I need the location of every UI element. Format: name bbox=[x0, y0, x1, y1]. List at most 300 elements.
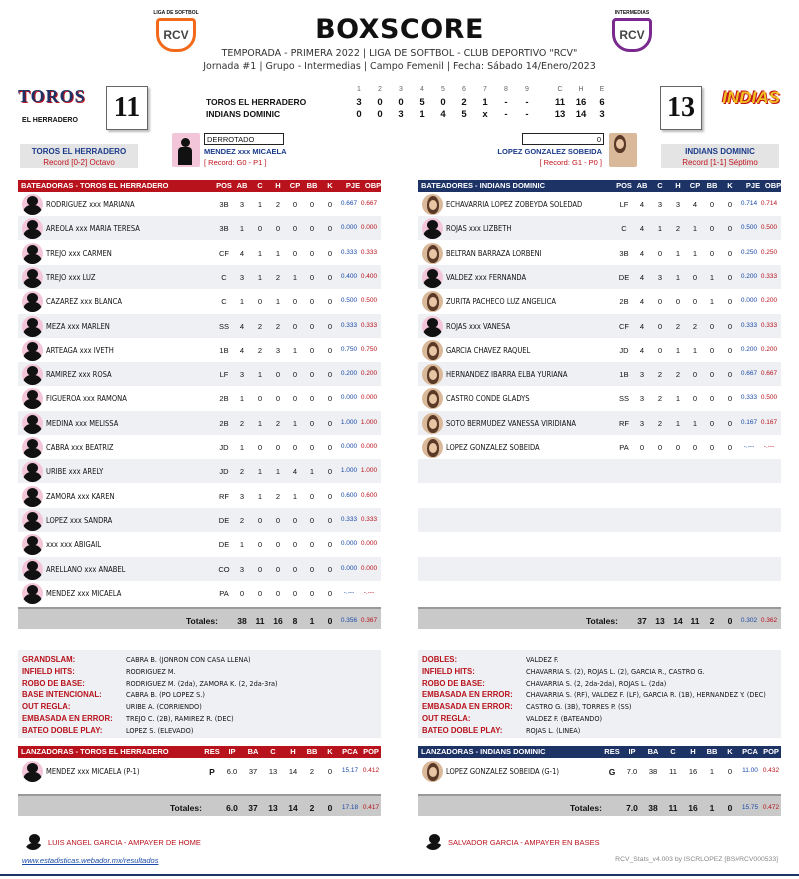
stat-pje: 0.200 bbox=[740, 272, 758, 280]
player-photo bbox=[422, 194, 443, 215]
stat-pje: 0.500 bbox=[340, 297, 358, 305]
stat-pos: DE bbox=[618, 272, 630, 282]
league-logo-caption: LIGA DE SOFTBOL bbox=[153, 10, 199, 16]
batter-row bbox=[18, 386, 381, 410]
away-pitcher-photo bbox=[609, 133, 637, 167]
results-link[interactable]: www.estadisticas.webador.mx/resultados bbox=[22, 856, 159, 865]
column-header: PJE bbox=[345, 181, 361, 190]
note-label: OUT REGLA: bbox=[422, 714, 471, 723]
stat-k: 0 bbox=[327, 564, 333, 574]
inning-runs: x bbox=[482, 109, 488, 120]
table-title: LANZADORAS - TOROS EL HERRADERO bbox=[21, 747, 169, 756]
stat-c: 0 bbox=[657, 297, 663, 307]
stat-k: 0 bbox=[327, 297, 333, 307]
inning-runs: 0 bbox=[356, 109, 362, 120]
stat-ba: 37 bbox=[248, 767, 258, 776]
stat-k: 0 bbox=[727, 297, 733, 307]
stat-cp: 0 bbox=[692, 394, 698, 404]
total-k: 0 bbox=[327, 616, 333, 627]
stat-c: 3 bbox=[657, 200, 663, 209]
batter-row bbox=[18, 435, 381, 459]
stat-cp: 1 bbox=[692, 224, 698, 234]
pitching-totals-row bbox=[18, 794, 381, 816]
stat-pos: 3B bbox=[219, 224, 229, 234]
stat-k: 0 bbox=[727, 370, 733, 380]
stat-pos: JD bbox=[619, 345, 629, 355]
stat-cp: 0 bbox=[292, 248, 298, 258]
player-photo bbox=[422, 340, 443, 361]
stat-h: 2 bbox=[675, 224, 681, 234]
stat-pje: 0.200 bbox=[740, 345, 758, 353]
stat-ab: 1 bbox=[239, 297, 245, 307]
batter-row bbox=[418, 581, 781, 605]
column-header: PCA bbox=[742, 747, 758, 756]
player-photo bbox=[22, 243, 43, 264]
stat-bb: 2 bbox=[309, 767, 315, 776]
player-photo bbox=[422, 413, 443, 434]
stat-obp: 0.000 bbox=[360, 564, 378, 572]
stat-c: 11 bbox=[669, 767, 677, 776]
total-h: 16 bbox=[273, 616, 283, 627]
stat-ab: 1 bbox=[239, 443, 245, 452]
stat-pop: 0.432 bbox=[762, 767, 780, 774]
stat-pos: CF bbox=[219, 248, 229, 258]
stat-c: 0 bbox=[257, 224, 263, 234]
player-name: MENDEZ xxx MICAELA bbox=[46, 588, 122, 598]
player-name: AREOLA xxx MARIA TERESA bbox=[46, 224, 140, 234]
column-header: RES bbox=[604, 747, 620, 756]
column-header: PJE bbox=[745, 181, 761, 190]
stat-c: 0 bbox=[257, 588, 263, 598]
stat-bb: 0 bbox=[709, 200, 715, 209]
note-value: CASTRO G. (3B), TORRES P. (SS) bbox=[526, 702, 632, 712]
stat-pos: CO bbox=[218, 564, 230, 574]
linescore-team-name: TOROS EL HERRADERO bbox=[206, 97, 307, 107]
stat-obp: 0.000 bbox=[360, 394, 378, 402]
total-ba: 38 bbox=[648, 803, 658, 813]
note-value: CABRA B. (PO LOPEZ S.) bbox=[126, 690, 205, 700]
player-name: LOPEZ xxx SANDRA bbox=[46, 515, 113, 525]
total-ab: 37 bbox=[637, 616, 647, 627]
stat-obp: 0.600 bbox=[360, 491, 378, 499]
batter-row bbox=[418, 265, 781, 289]
stat-h: 0 bbox=[275, 515, 281, 525]
pitching-table-header bbox=[18, 746, 381, 758]
stat-pje: 0.000 bbox=[340, 540, 358, 548]
note-value: CHAVARRIA S. (RF), VALDEZ F. (LF), GARCIA R. (1B), HERNANDEZ Y. (DEC) bbox=[526, 690, 766, 700]
stat-obp: 0.000 bbox=[360, 224, 378, 232]
stat-k: 0 bbox=[727, 248, 733, 258]
stat-h: 2 bbox=[675, 321, 681, 331]
note-value: LOPEZ S. (ELEVADO) bbox=[126, 725, 194, 735]
player-photo bbox=[22, 510, 43, 531]
stat-pop: 0.412 bbox=[362, 767, 380, 774]
stat-bb: 1 bbox=[309, 467, 315, 477]
player-name: ROJAS xxx LIZBETH bbox=[446, 224, 512, 234]
stat-ab: 1 bbox=[239, 394, 245, 404]
stat-cp: 1 bbox=[692, 345, 698, 355]
division-logo bbox=[606, 10, 658, 58]
player-name: ECHAVARRIA LOPEZ ZOBEYDA SOLEDAD bbox=[446, 200, 583, 209]
player-photo bbox=[422, 243, 443, 264]
player-name: CASTRO CONDE GLADYS bbox=[446, 394, 530, 404]
batter-row bbox=[418, 386, 781, 410]
inning-runs: 0 bbox=[440, 97, 446, 108]
player-name: RAMIREZ xxx ROSA bbox=[46, 370, 112, 380]
column-header: POS bbox=[616, 181, 632, 190]
stat-obp: 0.333 bbox=[360, 248, 378, 256]
stat-c: 0 bbox=[257, 540, 263, 550]
stat-cp: 4 bbox=[692, 200, 698, 209]
stat-pos: 2B bbox=[219, 418, 229, 428]
division-logo-caption: INTERMEDIAS bbox=[614, 10, 650, 16]
column-header: H bbox=[275, 181, 281, 190]
totals-label: Totales: bbox=[586, 616, 618, 627]
stat-ip: 6.0 bbox=[226, 767, 238, 776]
column-header: C bbox=[657, 181, 663, 190]
stat-k: 0 bbox=[727, 394, 733, 404]
stat-bb: 1 bbox=[709, 272, 715, 282]
column-header: RES bbox=[204, 747, 220, 756]
stat-obp: 0.333 bbox=[360, 321, 378, 329]
stat-bb: 0 bbox=[309, 224, 315, 234]
stat-pje: 0.250 bbox=[740, 248, 758, 256]
note-value: RODRIGUEZ M. bbox=[126, 666, 176, 676]
table-title: BATEADORES - INDIANS DOMINIC bbox=[421, 181, 546, 190]
stat-h: 1 bbox=[675, 394, 681, 404]
player-name: ROJAS xxx VANESA bbox=[446, 321, 511, 331]
stat-pje: 0.714 bbox=[740, 200, 758, 207]
player-photo bbox=[22, 388, 43, 409]
batter-row bbox=[418, 338, 781, 362]
stat-ab: 4 bbox=[639, 272, 645, 282]
total-cp: 11 bbox=[690, 616, 700, 627]
version-text: RCV_Stats_v4.003 by ISCRLOPEZ [BS#RCV000533] bbox=[615, 856, 778, 863]
table-title: BATEADORAS - TOROS EL HERRADERO bbox=[21, 181, 169, 190]
inning-header: 8 bbox=[504, 86, 508, 93]
batting-table-header bbox=[418, 180, 781, 192]
player-photo bbox=[22, 761, 43, 782]
stat-ab: 4 bbox=[239, 248, 245, 258]
column-header: IP bbox=[628, 747, 636, 756]
total-ip: 7.0 bbox=[626, 803, 638, 813]
inning-header: 4 bbox=[420, 86, 424, 93]
linescore-total-c: 13 bbox=[554, 109, 566, 120]
stat-bb: 0 bbox=[309, 370, 315, 380]
note-label: EMBASADA EN ERROR: bbox=[22, 714, 113, 723]
batter-row bbox=[418, 557, 781, 581]
stat-h: 0 bbox=[275, 394, 281, 404]
column-header: K bbox=[727, 181, 733, 190]
player-name: ZAMORA xxx KAREN bbox=[46, 491, 115, 501]
stat-bb: 0 bbox=[709, 370, 715, 380]
table-title: LANZADORAS - INDIANS DOMINIC bbox=[421, 747, 546, 756]
column-header: BA bbox=[247, 747, 259, 756]
stat-cp: 1 bbox=[692, 248, 698, 258]
stat-k: 0 bbox=[327, 394, 333, 404]
batting-table-header bbox=[18, 180, 381, 192]
batter-row bbox=[418, 484, 781, 508]
column-header: CP bbox=[289, 181, 301, 190]
inning-runs: 1 bbox=[419, 109, 425, 120]
player-photo bbox=[22, 364, 43, 385]
stat-h: 1 bbox=[675, 418, 681, 428]
column-header: BA bbox=[647, 747, 659, 756]
away-pitcher-name: LOPEZ GONZALEZ SOBEIDA bbox=[497, 147, 602, 156]
stat-h: 0 bbox=[275, 370, 281, 380]
stat-obp: 0.250 bbox=[760, 248, 778, 256]
away-pitcher-record: [ Record: G1 - P0 ] bbox=[539, 158, 602, 167]
note-label: GRANDSLAM: bbox=[22, 655, 76, 664]
linescore-total-e: 6 bbox=[599, 97, 605, 108]
player-photo bbox=[422, 437, 443, 458]
stat-ab: 4 bbox=[639, 321, 645, 331]
stat-obp: -.--- bbox=[363, 588, 375, 596]
column-header: AB bbox=[236, 181, 248, 190]
total-h: 14 bbox=[288, 803, 298, 813]
stat-pos: RF bbox=[619, 418, 629, 428]
stat-h: 1 bbox=[275, 467, 281, 477]
total-ip: 6.0 bbox=[226, 803, 238, 813]
stat-h: 0 bbox=[275, 443, 281, 452]
column-header: BB bbox=[306, 181, 318, 190]
inning-header: 3 bbox=[399, 86, 403, 93]
totals-label: Totales: bbox=[186, 616, 218, 627]
total-obp: 0.367 bbox=[360, 617, 378, 625]
stat-c: 1 bbox=[257, 248, 263, 258]
away-score: 13 bbox=[660, 86, 702, 130]
inning-header: 2 bbox=[378, 86, 382, 93]
stat-pos: 1B bbox=[619, 370, 629, 380]
stat-pos: JD bbox=[219, 443, 229, 452]
note-value: CHAVARRIA S. (2, 2da-2da), ROJAS L. (2da) bbox=[526, 678, 667, 688]
stat-pos: PA bbox=[619, 443, 629, 452]
stat-k: 0 bbox=[327, 200, 333, 209]
inning-runs: 5 bbox=[461, 109, 467, 120]
inning-runs: 3 bbox=[356, 97, 362, 108]
stat-obp: 0.333 bbox=[360, 515, 378, 523]
stat-ab: 1 bbox=[239, 224, 245, 234]
subtitle-game-info: Jornada #1 | Grupo - Intermedias | Campo Femenil | Fecha: Sábado 14/Enero/2023 bbox=[203, 61, 596, 72]
away-notes bbox=[418, 650, 781, 738]
stat-ab: 4 bbox=[639, 200, 645, 209]
stat-ab: 2 bbox=[239, 418, 245, 428]
player-name: TREJO xxx LUZ bbox=[46, 272, 96, 282]
home-pitcher-name: MENDEZ xxx MICAELA bbox=[204, 147, 287, 156]
note-label: EMBASADA EN ERROR: bbox=[422, 690, 513, 700]
pitcher-name: MENDEZ xxx MICAELA (P-1) bbox=[46, 767, 140, 776]
batter-row bbox=[418, 241, 781, 265]
stat-pos: 1B bbox=[219, 345, 229, 355]
stat-h: 1 bbox=[275, 248, 281, 258]
stat-h: 2 bbox=[275, 321, 281, 331]
home-team-card bbox=[20, 144, 138, 168]
pitching-table-header bbox=[418, 746, 781, 758]
stat-k: 0 bbox=[727, 321, 733, 331]
totals-header: H bbox=[578, 86, 584, 93]
linescore-total-e: 3 bbox=[599, 109, 605, 120]
total-c: 13 bbox=[655, 616, 665, 627]
stat-c: 1 bbox=[257, 370, 263, 380]
stat-ab: 4 bbox=[639, 345, 645, 355]
total-bb: 2 bbox=[709, 616, 715, 627]
player-photo bbox=[22, 218, 43, 239]
stat-cp: 4 bbox=[292, 467, 298, 477]
stat-pje: 0.600 bbox=[340, 491, 358, 499]
stat-cp: 1 bbox=[292, 491, 298, 501]
stat-obp: 0.333 bbox=[760, 272, 778, 280]
stat-ab: 4 bbox=[639, 297, 645, 307]
stat-obp: 1.000 bbox=[360, 467, 378, 475]
player-photo bbox=[22, 583, 43, 604]
total-h: 14 bbox=[673, 616, 683, 627]
stat-h: 2 bbox=[275, 200, 281, 209]
stat-k: 0 bbox=[327, 540, 333, 550]
stat-h: 2 bbox=[275, 272, 281, 282]
stat-h: 2 bbox=[275, 491, 281, 501]
total-obp: 0.362 bbox=[760, 617, 778, 625]
totals-label: Totales: bbox=[170, 803, 202, 813]
stat-c: 1 bbox=[257, 200, 263, 209]
note-label: DOBLES: bbox=[422, 655, 458, 664]
stat-bb: 0 bbox=[309, 394, 315, 404]
stat-obp: 0.000 bbox=[360, 443, 378, 450]
player-photo bbox=[22, 413, 43, 434]
home-pitcher-record: [ Record: G0 - P1 ] bbox=[204, 158, 267, 167]
inning-header: 1 bbox=[357, 86, 361, 93]
stat-k: 0 bbox=[327, 345, 333, 355]
umpire-home-icon bbox=[24, 832, 42, 850]
player-photo bbox=[22, 534, 43, 555]
stat-pje: 0.500 bbox=[740, 224, 758, 232]
batter-row bbox=[18, 338, 381, 362]
stat-pos: DE bbox=[218, 515, 230, 525]
stat-obp: 0.667 bbox=[760, 370, 778, 378]
stat-bb: 0 bbox=[709, 443, 715, 452]
stat-cp: 1 bbox=[292, 418, 298, 428]
batter-row bbox=[418, 289, 781, 313]
stat-obp: 0.500 bbox=[760, 224, 778, 232]
stat-ab: 4 bbox=[639, 248, 645, 258]
stat-h: 0 bbox=[275, 224, 281, 234]
player-name: MEDINA xxx MELISSA bbox=[46, 418, 119, 428]
stat-c: 0 bbox=[257, 515, 263, 525]
batter-row bbox=[418, 362, 781, 386]
player-name: ARTEAGA xxx IVETH bbox=[46, 345, 114, 355]
stat-pos: C bbox=[221, 297, 227, 307]
total-c: 11 bbox=[255, 616, 265, 627]
batter-row bbox=[18, 581, 381, 605]
batter-row bbox=[18, 216, 381, 240]
stat-obp: 0.500 bbox=[360, 297, 378, 305]
stat-c: 1 bbox=[657, 224, 663, 234]
total-c: 11 bbox=[668, 803, 678, 813]
umpire-home: LUIS ANGEL GARCIA - AMPAYER DE HOME bbox=[48, 838, 201, 847]
stat-c: 0 bbox=[657, 321, 663, 331]
stat-pje: 0.000 bbox=[740, 297, 758, 305]
batter-row bbox=[18, 362, 381, 386]
total-bb: 1 bbox=[309, 616, 315, 627]
stat-c: 0 bbox=[257, 443, 263, 452]
stat-h: 0 bbox=[275, 588, 281, 598]
stat-k: 0 bbox=[727, 272, 733, 282]
stat-c: 1 bbox=[257, 467, 263, 477]
stat-obp: 0.000 bbox=[360, 540, 378, 548]
batter-row bbox=[418, 508, 781, 532]
inning-header: 6 bbox=[462, 86, 466, 93]
home-score: 11 bbox=[106, 86, 148, 130]
batter-row bbox=[418, 411, 781, 435]
stat-pje: 0.200 bbox=[340, 370, 358, 378]
stat-ab: 3 bbox=[639, 370, 645, 380]
stat-k: 0 bbox=[327, 467, 333, 477]
away-logo-text: INDIAS bbox=[722, 88, 780, 107]
column-header: OBP bbox=[364, 181, 382, 190]
stat-pos: PA bbox=[219, 588, 229, 598]
stat-obp: 0.750 bbox=[360, 345, 378, 353]
stat-pos: LF bbox=[219, 370, 229, 380]
inning-header: 5 bbox=[441, 86, 445, 93]
stat-c: 0 bbox=[657, 345, 663, 355]
note-value: VALDEZ F. bbox=[526, 655, 559, 664]
stat-bb: 0 bbox=[309, 588, 315, 598]
total-pop: 0.417 bbox=[362, 804, 380, 811]
inning-runs: 4 bbox=[440, 109, 446, 120]
stat-c: 2 bbox=[257, 345, 263, 355]
player-name: LOPEZ GONZALEZ SOBEIDA bbox=[446, 443, 540, 452]
stat-pos: SS bbox=[618, 394, 629, 404]
stat-ab: 2 bbox=[239, 467, 245, 477]
note-value: CABRA B. (JONRON CON CASA LLENA) bbox=[126, 655, 251, 664]
stat-c: 0 bbox=[257, 297, 263, 307]
note-label: INFIELD HITS: bbox=[422, 666, 475, 676]
stat-c: 13 bbox=[268, 767, 278, 776]
home-card-name: TOROS EL HERRADERO bbox=[31, 147, 127, 156]
stat-obp: 0.333 bbox=[760, 321, 778, 329]
stat-c: 1 bbox=[257, 418, 263, 428]
linescore-team-name: INDIANS DOMINIC bbox=[206, 109, 281, 119]
stat-pos: 2B bbox=[619, 297, 629, 307]
player-photo bbox=[422, 364, 443, 385]
stat-pje: 0.000 bbox=[340, 443, 358, 450]
stat-res: G bbox=[608, 767, 616, 777]
column-header: PCA bbox=[342, 747, 358, 756]
note-label: OUT REGLA: bbox=[22, 702, 71, 712]
total-cp: 8 bbox=[292, 616, 298, 627]
linescore-total-h: 14 bbox=[575, 109, 587, 120]
player-photo bbox=[22, 194, 43, 215]
player-name: ZURITA PACHECO LUZ ANGELICA bbox=[446, 297, 557, 307]
stat-pos: LF bbox=[619, 200, 629, 209]
stat-c: 1 bbox=[257, 491, 263, 501]
inning-header: 9 bbox=[525, 86, 529, 93]
stat-pje: 0.000 bbox=[340, 564, 358, 572]
stat-bb: 0 bbox=[309, 564, 315, 574]
inning-runs: - bbox=[525, 109, 529, 120]
stat-cp: 2 bbox=[692, 321, 698, 331]
stat-k: 0 bbox=[327, 248, 333, 258]
stat-pje: 0.000 bbox=[340, 224, 358, 232]
stat-h: 3 bbox=[275, 345, 281, 355]
total-k: 0 bbox=[727, 616, 733, 627]
stat-h: 0 bbox=[675, 443, 681, 452]
total-pca: 17.18 bbox=[341, 804, 359, 811]
note-label: ROBO DE BASE: bbox=[22, 678, 85, 688]
stat-cp: 0 bbox=[292, 224, 298, 234]
home-pitcher-photo bbox=[172, 133, 200, 167]
column-header: C bbox=[257, 181, 263, 190]
player-photo bbox=[422, 267, 443, 288]
